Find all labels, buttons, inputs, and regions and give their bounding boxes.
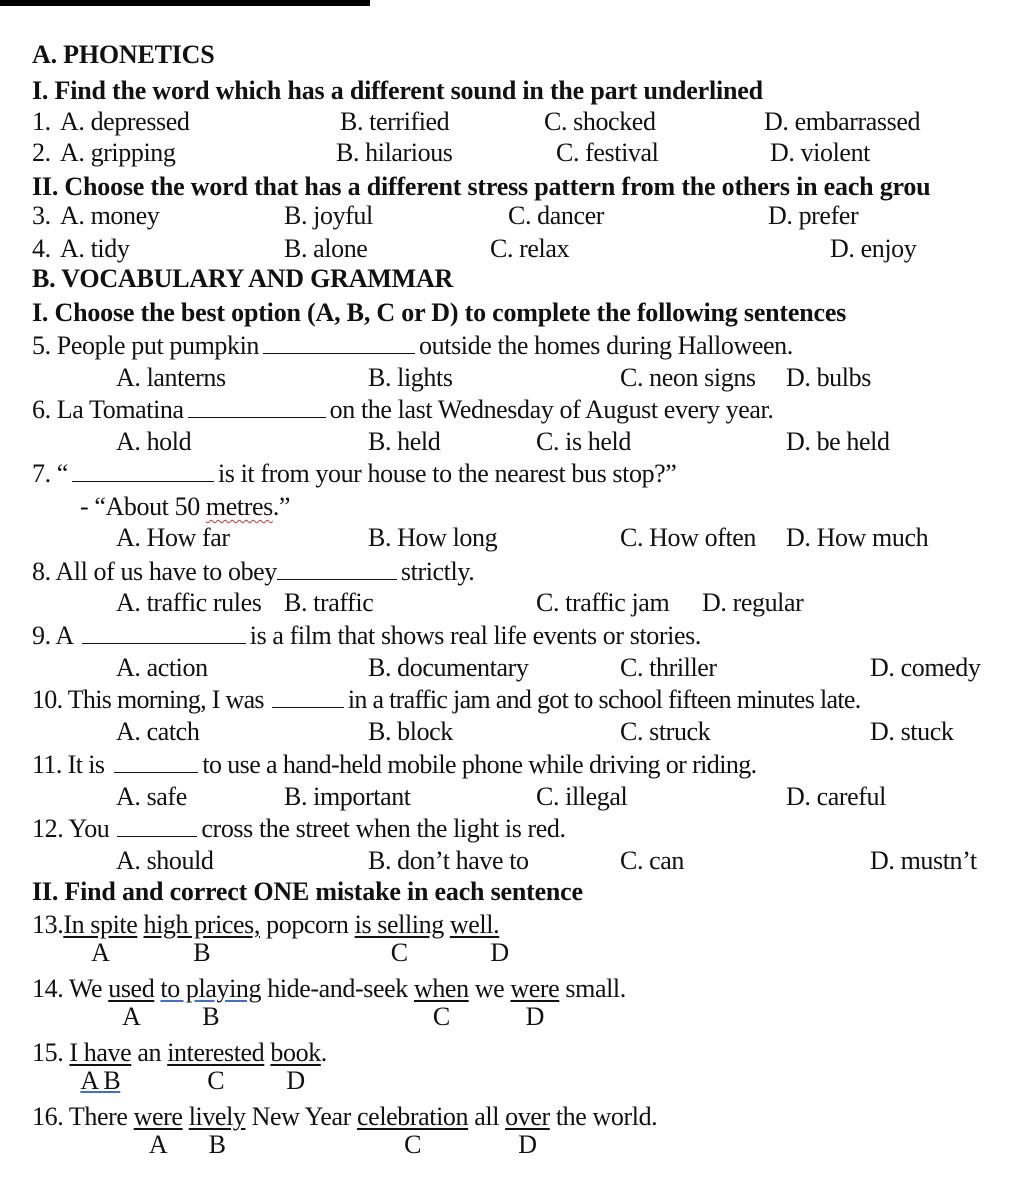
q5-blank bbox=[263, 331, 415, 354]
q13-segment-d bbox=[449, 910, 519, 967]
q7-reply-end: .” bbox=[272, 492, 291, 521]
q16-segment-d bbox=[505, 1102, 550, 1159]
q13-segment-a bbox=[63, 910, 138, 967]
q8-option-b: B. traffic bbox=[284, 588, 374, 617]
q10-option-c: C. struck bbox=[620, 717, 711, 746]
q7-option-c: C. How often bbox=[620, 523, 757, 552]
q11-stem-start: 11. It is bbox=[32, 750, 105, 779]
question-12 bbox=[32, 814, 566, 844]
q12-stem-end: cross the street when the light is red. bbox=[201, 814, 566, 843]
q14-label-c: C bbox=[432, 1002, 450, 1031]
q13-segment-b bbox=[143, 910, 261, 967]
q2-option-d: D. violent bbox=[770, 138, 870, 167]
phonetics-part2-heading: II. Choose the word that has a different stress pattern from the others in each grou bbox=[32, 172, 931, 201]
q16-text-4: the world. bbox=[549, 1102, 658, 1131]
q5-option-d: D. bulbs bbox=[786, 363, 871, 392]
q10-option-b: B. block bbox=[368, 717, 453, 746]
q14-segment-b-text: to playing bbox=[160, 974, 262, 1003]
q14-label-a: A bbox=[122, 1002, 141, 1031]
vocab-part1-heading: I. Choose the best option (A, B, C or D) to complete the following sentences bbox=[32, 298, 847, 327]
q16-label-b: B bbox=[208, 1130, 226, 1159]
q14-label-b: B bbox=[202, 1002, 220, 1031]
q13-label-b: B bbox=[193, 938, 211, 967]
q14-segment-d-text: were bbox=[510, 974, 560, 1003]
q14-text-3: we bbox=[468, 974, 511, 1003]
q16-segment-d-text: over bbox=[505, 1102, 550, 1131]
question-6 bbox=[32, 395, 773, 425]
question-13 bbox=[32, 910, 519, 967]
q13-number: 13. bbox=[32, 910, 64, 939]
q4-option-b: B. alone bbox=[284, 234, 368, 263]
q16-segment-a bbox=[133, 1102, 183, 1159]
q14-segment-b bbox=[160, 974, 262, 1031]
question-15 bbox=[32, 1038, 327, 1095]
section-b-title: B. VOCABULARY AND GRAMMAR bbox=[32, 264, 454, 293]
q16-label-a: A bbox=[148, 1130, 168, 1159]
q9-option-b: B. documentary bbox=[368, 653, 529, 682]
q16-segment-c bbox=[357, 1102, 469, 1159]
q5-stem-end: outside the homes during Halloween. bbox=[419, 331, 793, 360]
q7-option-a: A. How far bbox=[116, 523, 230, 552]
q14-segment-c bbox=[413, 974, 469, 1031]
q14-segment-a-text: used bbox=[108, 974, 155, 1003]
q1-option-c: C. shocked bbox=[544, 107, 656, 136]
q14-segment-c-text: when bbox=[413, 974, 469, 1003]
q6-option-c: C. is held bbox=[536, 427, 631, 456]
q4-number: 4. bbox=[32, 234, 51, 263]
q14-text-4: small. bbox=[559, 974, 626, 1003]
q3-option-b: B. joyful bbox=[284, 201, 373, 230]
cropped-header-line bbox=[0, 0, 370, 6]
q7-reply-word: metres bbox=[205, 492, 273, 521]
q15-text-3: . bbox=[320, 1038, 327, 1067]
q15-number: 15. bbox=[32, 1038, 70, 1067]
q1-option-d: D. embarrassed bbox=[764, 107, 921, 136]
q5-option-c: C. neon signs bbox=[620, 363, 756, 392]
q8-stem-start: 8. All of us have to obey bbox=[32, 557, 277, 586]
q4-option-c: C. relax bbox=[490, 234, 570, 263]
q14-label-d: D bbox=[525, 1002, 545, 1031]
q12-option-a: A. should bbox=[116, 846, 214, 875]
q16-segment-b-text: lively bbox=[188, 1102, 246, 1131]
q14-segment-a bbox=[108, 974, 155, 1031]
q7-stem-start: 7. “ bbox=[32, 459, 68, 488]
q8-option-c: C. traffic jam bbox=[536, 588, 670, 617]
q7-stem-end: is it from your house to the nearest bus stop?” bbox=[217, 459, 677, 488]
q2-option-b: B. hilarious bbox=[336, 138, 453, 167]
q10-blank bbox=[272, 685, 344, 708]
q13-segment-d-text: well. bbox=[449, 910, 500, 939]
q15-segment-ab bbox=[69, 1038, 132, 1095]
q1-option-b: B. terrified bbox=[340, 107, 450, 136]
q11-option-c: C. illegal bbox=[536, 782, 628, 811]
question-10 bbox=[32, 685, 861, 715]
q4-option-d: D. enjoy bbox=[830, 234, 917, 263]
q7-reply-start: - “About 50 bbox=[80, 492, 200, 521]
q4-option-a: A. tidy bbox=[60, 234, 130, 263]
q15-text-1: an bbox=[131, 1038, 168, 1067]
q8-stem-end: strictly. bbox=[400, 557, 475, 586]
q3-option-c: C. dancer bbox=[508, 201, 605, 230]
q16-text-2: New Year bbox=[245, 1102, 358, 1131]
q15-segment-ab-text: I have bbox=[69, 1038, 132, 1067]
q13-label-c: C bbox=[390, 938, 408, 967]
section-a-title: A. PHONETICS bbox=[32, 40, 215, 69]
q13-label-d: D bbox=[490, 938, 509, 967]
q13-segment-c bbox=[354, 910, 444, 967]
q10-stem-end: in a traffic jam and got to school fifteen minutes late. bbox=[347, 685, 861, 714]
q15-label-ab: A B bbox=[80, 1066, 121, 1095]
q13-label-a: A bbox=[91, 938, 110, 967]
question-11 bbox=[32, 750, 757, 780]
q6-stem-start: 6. La Tomatina bbox=[32, 395, 184, 424]
q13-segment-b-text: high prices, bbox=[143, 910, 261, 939]
q15-segment-c-text: interested bbox=[167, 1038, 265, 1067]
q15-segment-d bbox=[270, 1038, 321, 1095]
q13-segment-a-text: In spite bbox=[63, 910, 138, 939]
q7-option-d: D. How much bbox=[786, 523, 929, 552]
q9-blank bbox=[82, 621, 246, 644]
q2-number: 2. bbox=[32, 138, 51, 167]
question-5 bbox=[32, 331, 793, 361]
q11-option-a: A. safe bbox=[116, 782, 187, 811]
q10-option-a: A. catch bbox=[116, 717, 200, 746]
q3-option-d: D. prefer bbox=[768, 201, 859, 230]
q16-segment-a-text: were bbox=[133, 1102, 183, 1131]
q2-option-a: A. gripping bbox=[60, 138, 176, 167]
q13-segment-c-text: is selling bbox=[354, 910, 444, 939]
q8-option-d: D. regular bbox=[702, 588, 804, 617]
q2-option-c: C. festival bbox=[556, 138, 659, 167]
q9-option-c: C. thriller bbox=[620, 653, 717, 682]
q6-stem-end: on the last Wednesday of August every year. bbox=[329, 395, 774, 424]
q16-label-d: D bbox=[518, 1130, 537, 1159]
q11-stem-end: to use a hand-held mobile phone while driving or riding. bbox=[202, 750, 757, 779]
q9-option-d: D. comedy bbox=[870, 653, 981, 682]
q6-option-a: A. hold bbox=[116, 427, 192, 456]
q12-blank bbox=[117, 814, 197, 837]
question-14 bbox=[32, 974, 626, 1031]
q16-number: 16. There bbox=[32, 1102, 134, 1131]
q16-segment-b bbox=[188, 1102, 246, 1159]
q9-stem-start: 9. A bbox=[32, 621, 74, 650]
q3-option-a: A. money bbox=[60, 201, 160, 230]
q3-number: 3. bbox=[32, 201, 51, 230]
q12-stem-start: 12. You bbox=[32, 814, 110, 843]
q5-stem-start: 5. People put pumpkin bbox=[32, 331, 260, 360]
q14-text-2: hide-and-seek bbox=[261, 974, 414, 1003]
q1-number: 1. bbox=[32, 107, 51, 136]
q5-option-a: A. lanterns bbox=[116, 363, 226, 392]
q15-segment-d-text: book bbox=[270, 1038, 321, 1067]
phonetics-part1-heading: I. Find the word which has a different sound in the part underlined bbox=[32, 76, 763, 105]
vocab-part2-heading: II. Find and correct ONE mistake in each sentence bbox=[32, 877, 583, 906]
q14-number: 14. We bbox=[32, 974, 109, 1003]
q7-option-b: B. How long bbox=[368, 523, 498, 552]
q10-option-d: D. stuck bbox=[870, 717, 954, 746]
q9-option-a: A. action bbox=[116, 653, 208, 682]
q6-blank bbox=[188, 395, 326, 418]
question-16 bbox=[32, 1102, 658, 1159]
q8-option-a: A. traffic rules bbox=[116, 588, 262, 617]
q8-blank bbox=[277, 557, 397, 580]
q16-text-3: all bbox=[468, 1102, 506, 1131]
q12-option-b: B. don’t have to bbox=[368, 846, 529, 875]
q6-option-d: D. be held bbox=[786, 427, 890, 456]
q13-text-2: popcorn bbox=[260, 910, 355, 939]
q14-segment-d bbox=[510, 974, 560, 1031]
q11-option-d: D. careful bbox=[786, 782, 886, 811]
q16-label-c: C bbox=[404, 1130, 422, 1159]
q15-label-c: C bbox=[207, 1066, 225, 1095]
q12-option-d: D. mustn’t bbox=[870, 846, 977, 875]
q9-stem-end: is a film that shows real life events or stories. bbox=[249, 621, 701, 650]
question-7 bbox=[32, 459, 676, 489]
q5-option-b: B. lights bbox=[368, 363, 453, 392]
q11-blank bbox=[114, 750, 198, 773]
q7-reply bbox=[80, 492, 290, 522]
question-9 bbox=[32, 621, 701, 651]
q7-blank bbox=[72, 459, 214, 482]
q11-option-b: B. important bbox=[284, 782, 411, 811]
q12-option-c: C. can bbox=[620, 846, 685, 875]
q1-option-a: A. depressed bbox=[60, 107, 190, 136]
q6-option-b: B. held bbox=[368, 427, 441, 456]
q15-label-d: D bbox=[286, 1066, 305, 1095]
q16-segment-c-text: celebration bbox=[357, 1102, 469, 1131]
q15-segment-c bbox=[167, 1038, 265, 1095]
question-8 bbox=[32, 557, 474, 587]
q10-stem-start: 10. This morning, I was bbox=[32, 685, 264, 714]
